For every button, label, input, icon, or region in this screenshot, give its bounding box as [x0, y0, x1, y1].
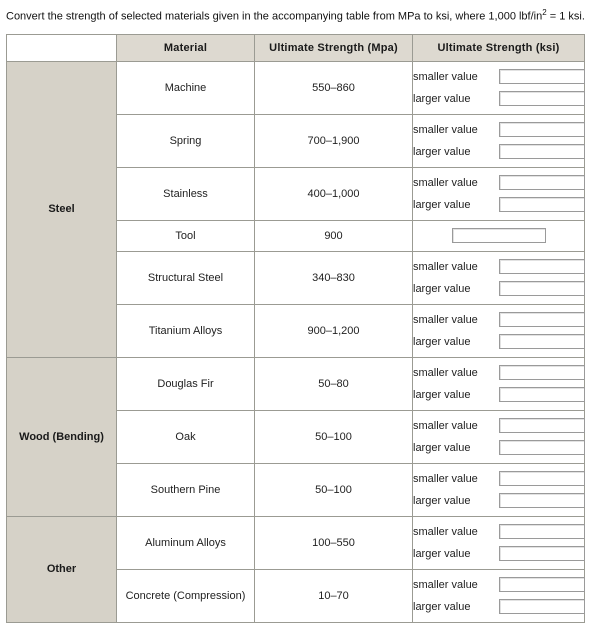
answer-row-larger — [413, 332, 584, 351]
answer-cell — [413, 61, 585, 114]
answer-row-smaller — [413, 310, 584, 329]
strength-mpa-value: 50–100 — [255, 463, 413, 516]
problem-statement-text-after: = 1 ksi. — [546, 10, 585, 23]
strength-mpa-value: 900–1,200 — [255, 304, 413, 357]
group-label-steel: Steel — [7, 61, 117, 357]
strength-mpa-value: 550–860 — [255, 61, 413, 114]
answer-label-smaller: smaller value — [413, 419, 478, 432]
answer-label-smaller: smaller value — [413, 525, 478, 538]
answer-label-larger: larger value — [413, 335, 471, 348]
answer-cell — [413, 304, 585, 357]
answer-cell — [413, 357, 585, 410]
answer-row-larger — [413, 142, 584, 161]
answer-cell — [413, 251, 585, 304]
answer-row-smaller — [413, 120, 584, 139]
table-row — [7, 357, 585, 410]
answer-input-smaller[interactable] — [499, 175, 585, 190]
answer-input-smaller[interactable] — [499, 122, 585, 137]
answer-cell — [413, 463, 585, 516]
answer-input-smaller[interactable] — [499, 418, 585, 433]
answer-label-smaller: smaller value — [413, 313, 478, 326]
answer-cell — [413, 410, 585, 463]
answer-row-larger — [413, 438, 584, 457]
answer-label-smaller: smaller value — [413, 70, 478, 83]
answer-row-smaller — [413, 522, 584, 541]
answer-row-smaller — [413, 67, 584, 86]
answer-input-smaller[interactable] — [499, 312, 585, 327]
group-label-other: Other — [7, 516, 117, 622]
answer-input-larger[interactable] — [499, 144, 585, 159]
material-name: Machine — [117, 61, 255, 114]
answer-cell — [413, 569, 585, 622]
answer-row-larger — [413, 385, 584, 404]
answer-label-larger: larger value — [413, 600, 471, 613]
material-name: Southern Pine — [117, 463, 255, 516]
problem-statement-text-before: Convert the strength of selected materials given in the accompanying table from MPa to ksi, where 1,000 lbf/in — [6, 10, 543, 23]
column-header-strength-ksi: Ultimate Strength (ksi) — [413, 34, 585, 61]
answer-label-larger: larger value — [413, 92, 471, 105]
strength-mpa-value: 900 — [255, 220, 413, 251]
material-name: Oak — [117, 410, 255, 463]
answer-cell — [413, 220, 585, 251]
answer-input-larger[interactable] — [499, 281, 585, 296]
answer-label-larger: larger value — [413, 388, 471, 401]
answer-input-smaller[interactable] — [499, 69, 585, 84]
single-answer-row — [413, 228, 584, 243]
group-label-wood-bending: Wood (Bending) — [7, 357, 117, 516]
answer-input-larger[interactable] — [499, 387, 585, 402]
answer-input-larger[interactable] — [499, 440, 585, 455]
material-name: Structural Steel — [117, 251, 255, 304]
answer-label-larger: larger value — [413, 198, 471, 211]
answer-label-larger: larger value — [413, 494, 471, 507]
answer-input-larger[interactable] — [499, 197, 585, 212]
strength-mpa-value: 10–70 — [255, 569, 413, 622]
answer-label-smaller: smaller value — [413, 472, 478, 485]
problem-statement-superscript: 2 — [542, 8, 547, 17]
answer-input-smaller[interactable] — [499, 471, 585, 486]
answer-row-larger — [413, 195, 584, 214]
answer-row-larger — [413, 597, 584, 616]
answer-row-smaller — [413, 469, 584, 488]
material-name: Tool — [117, 220, 255, 251]
answer-label-larger: larger value — [413, 547, 471, 560]
answer-row-larger — [413, 279, 584, 298]
answer-cell — [413, 114, 585, 167]
answer-label-smaller: smaller value — [413, 366, 478, 379]
answer-input-larger[interactable] — [499, 334, 585, 349]
strength-mpa-value: 100–550 — [255, 516, 413, 569]
answer-input-smaller[interactable] — [499, 524, 585, 539]
answer-label-larger: larger value — [413, 282, 471, 295]
materials-table — [6, 34, 585, 623]
answer-label-smaller: smaller value — [413, 176, 478, 189]
answer-row-smaller — [413, 173, 584, 192]
table-header-row — [7, 34, 585, 61]
answer-row-larger — [413, 491, 584, 510]
answer-row-smaller — [413, 257, 584, 276]
problem-statement — [0, 0, 603, 34]
column-header-material: Material — [117, 34, 255, 61]
material-name: Stainless — [117, 167, 255, 220]
table-row — [7, 61, 585, 114]
strength-mpa-value: 700–1,900 — [255, 114, 413, 167]
strength-mpa-value: 50–80 — [255, 357, 413, 410]
column-header-group — [7, 34, 117, 61]
strength-mpa-value: 340–830 — [255, 251, 413, 304]
answer-label-smaller: smaller value — [413, 578, 478, 591]
answer-label-larger: larger value — [413, 441, 471, 454]
column-header-strength-mpa: Ultimate Strength (Mpa) — [255, 34, 413, 61]
answer-row-larger — [413, 544, 584, 563]
answer-label-larger: larger value — [413, 145, 471, 158]
answer-row-smaller — [413, 575, 584, 594]
table-row — [7, 516, 585, 569]
answer-label-smaller: smaller value — [413, 123, 478, 136]
answer-input-larger[interactable] — [499, 91, 585, 106]
table-body — [7, 61, 585, 622]
answer-input-single[interactable] — [452, 228, 546, 243]
answer-input-larger[interactable] — [499, 546, 585, 561]
answer-cell — [413, 167, 585, 220]
answer-label-smaller: smaller value — [413, 260, 478, 273]
material-name: Aluminum Alloys — [117, 516, 255, 569]
material-name: Spring — [117, 114, 255, 167]
answer-input-smaller[interactable] — [499, 365, 585, 380]
strength-mpa-value: 400–1,000 — [255, 167, 413, 220]
answer-row-smaller — [413, 363, 584, 382]
answer-input-smaller[interactable] — [499, 577, 585, 592]
answer-row-larger — [413, 89, 584, 108]
material-name: Concrete (Compression) — [117, 569, 255, 622]
answer-input-larger[interactable] — [499, 599, 585, 614]
answer-input-larger[interactable] — [499, 493, 585, 508]
answer-input-smaller[interactable] — [499, 259, 585, 274]
material-name: Douglas Fir — [117, 357, 255, 410]
answer-cell — [413, 516, 585, 569]
material-name: Titanium Alloys — [117, 304, 255, 357]
strength-mpa-value: 50–100 — [255, 410, 413, 463]
answer-row-smaller — [413, 416, 584, 435]
